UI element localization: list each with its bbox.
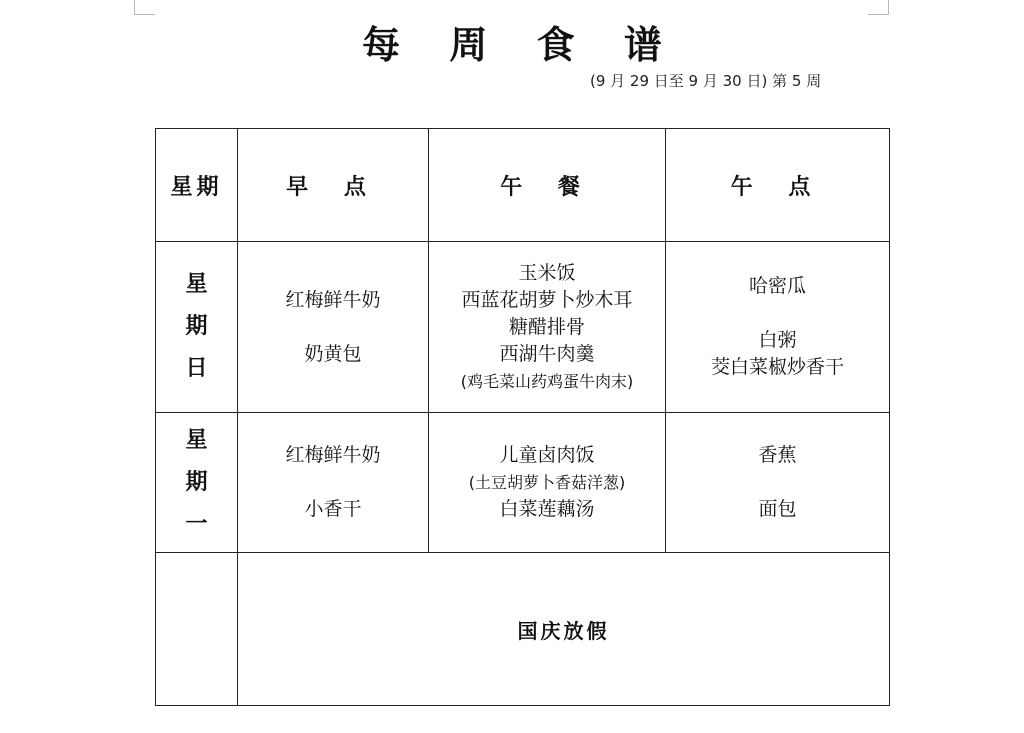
menu-item: 白粥 (758, 329, 797, 351)
lunch-cell (429, 242, 666, 413)
day-char: 星 (185, 427, 208, 453)
breakfast-cell (238, 413, 429, 553)
menu-item-note: (鸡毛菜山药鸡蛋牛肉末) (460, 371, 634, 391)
table-row (156, 413, 890, 553)
holiday-cell (238, 553, 890, 706)
menu-item: 西湖牛肉羹 (499, 342, 595, 365)
date-range-subtitle: (9 月 29 日至 9 月 30 日) 第 5 周 (590, 72, 822, 90)
menu-item: 红梅鲜牛奶 (285, 288, 381, 311)
day-char: 期 (185, 314, 208, 339)
header-lunch: 午 餐 (429, 129, 666, 242)
header-snack: 午 点 (666, 129, 890, 242)
day-cell-monday (156, 413, 238, 553)
menu-item: 小香干 (304, 498, 362, 520)
day-char: 期 (185, 469, 208, 495)
header-breakfast: 早 点 (238, 129, 429, 242)
menu-item: 糖醋排骨 (508, 315, 585, 338)
header-day: 星期 (156, 129, 238, 242)
table-row (156, 242, 890, 413)
snack-cell (666, 242, 890, 413)
lunch-cell (429, 413, 666, 553)
holiday-label: 国庆放假 (517, 618, 610, 643)
day-cell-sunday (156, 242, 238, 413)
menu-item: 红梅鲜牛奶 (285, 444, 381, 466)
menu-item: 茭白菜椒炒香干 (710, 356, 844, 378)
page-title: 每 周 食 谱 (362, 23, 680, 67)
menu-item: 哈密瓜 (748, 275, 806, 297)
breakfast-cell (238, 242, 429, 413)
weekly-menu-table (155, 128, 890, 706)
day-char: 日 (185, 356, 208, 381)
menu-item: 白菜莲藕汤 (499, 498, 595, 520)
menu-item: 玉米饭 (518, 261, 576, 284)
menu-item: 香蕉 (758, 444, 797, 466)
menu-item: 儿童卤肉饭 (499, 444, 595, 466)
menu-item-note: (土豆胡萝卜香菇洋葱) (468, 473, 626, 492)
day-char: 一 (185, 511, 208, 537)
day-cell-empty (156, 553, 238, 706)
menu-item: 西蓝花胡萝卜炒木耳 (461, 288, 633, 311)
day-char: 星 (185, 272, 208, 297)
menu-item: 面包 (758, 498, 797, 520)
snack-cell (666, 413, 890, 553)
menu-item: 奶黄包 (304, 342, 362, 365)
table-row (156, 553, 890, 706)
header-row (156, 129, 890, 242)
crop-mark-right (868, 0, 889, 15)
crop-mark-left (134, 0, 155, 15)
